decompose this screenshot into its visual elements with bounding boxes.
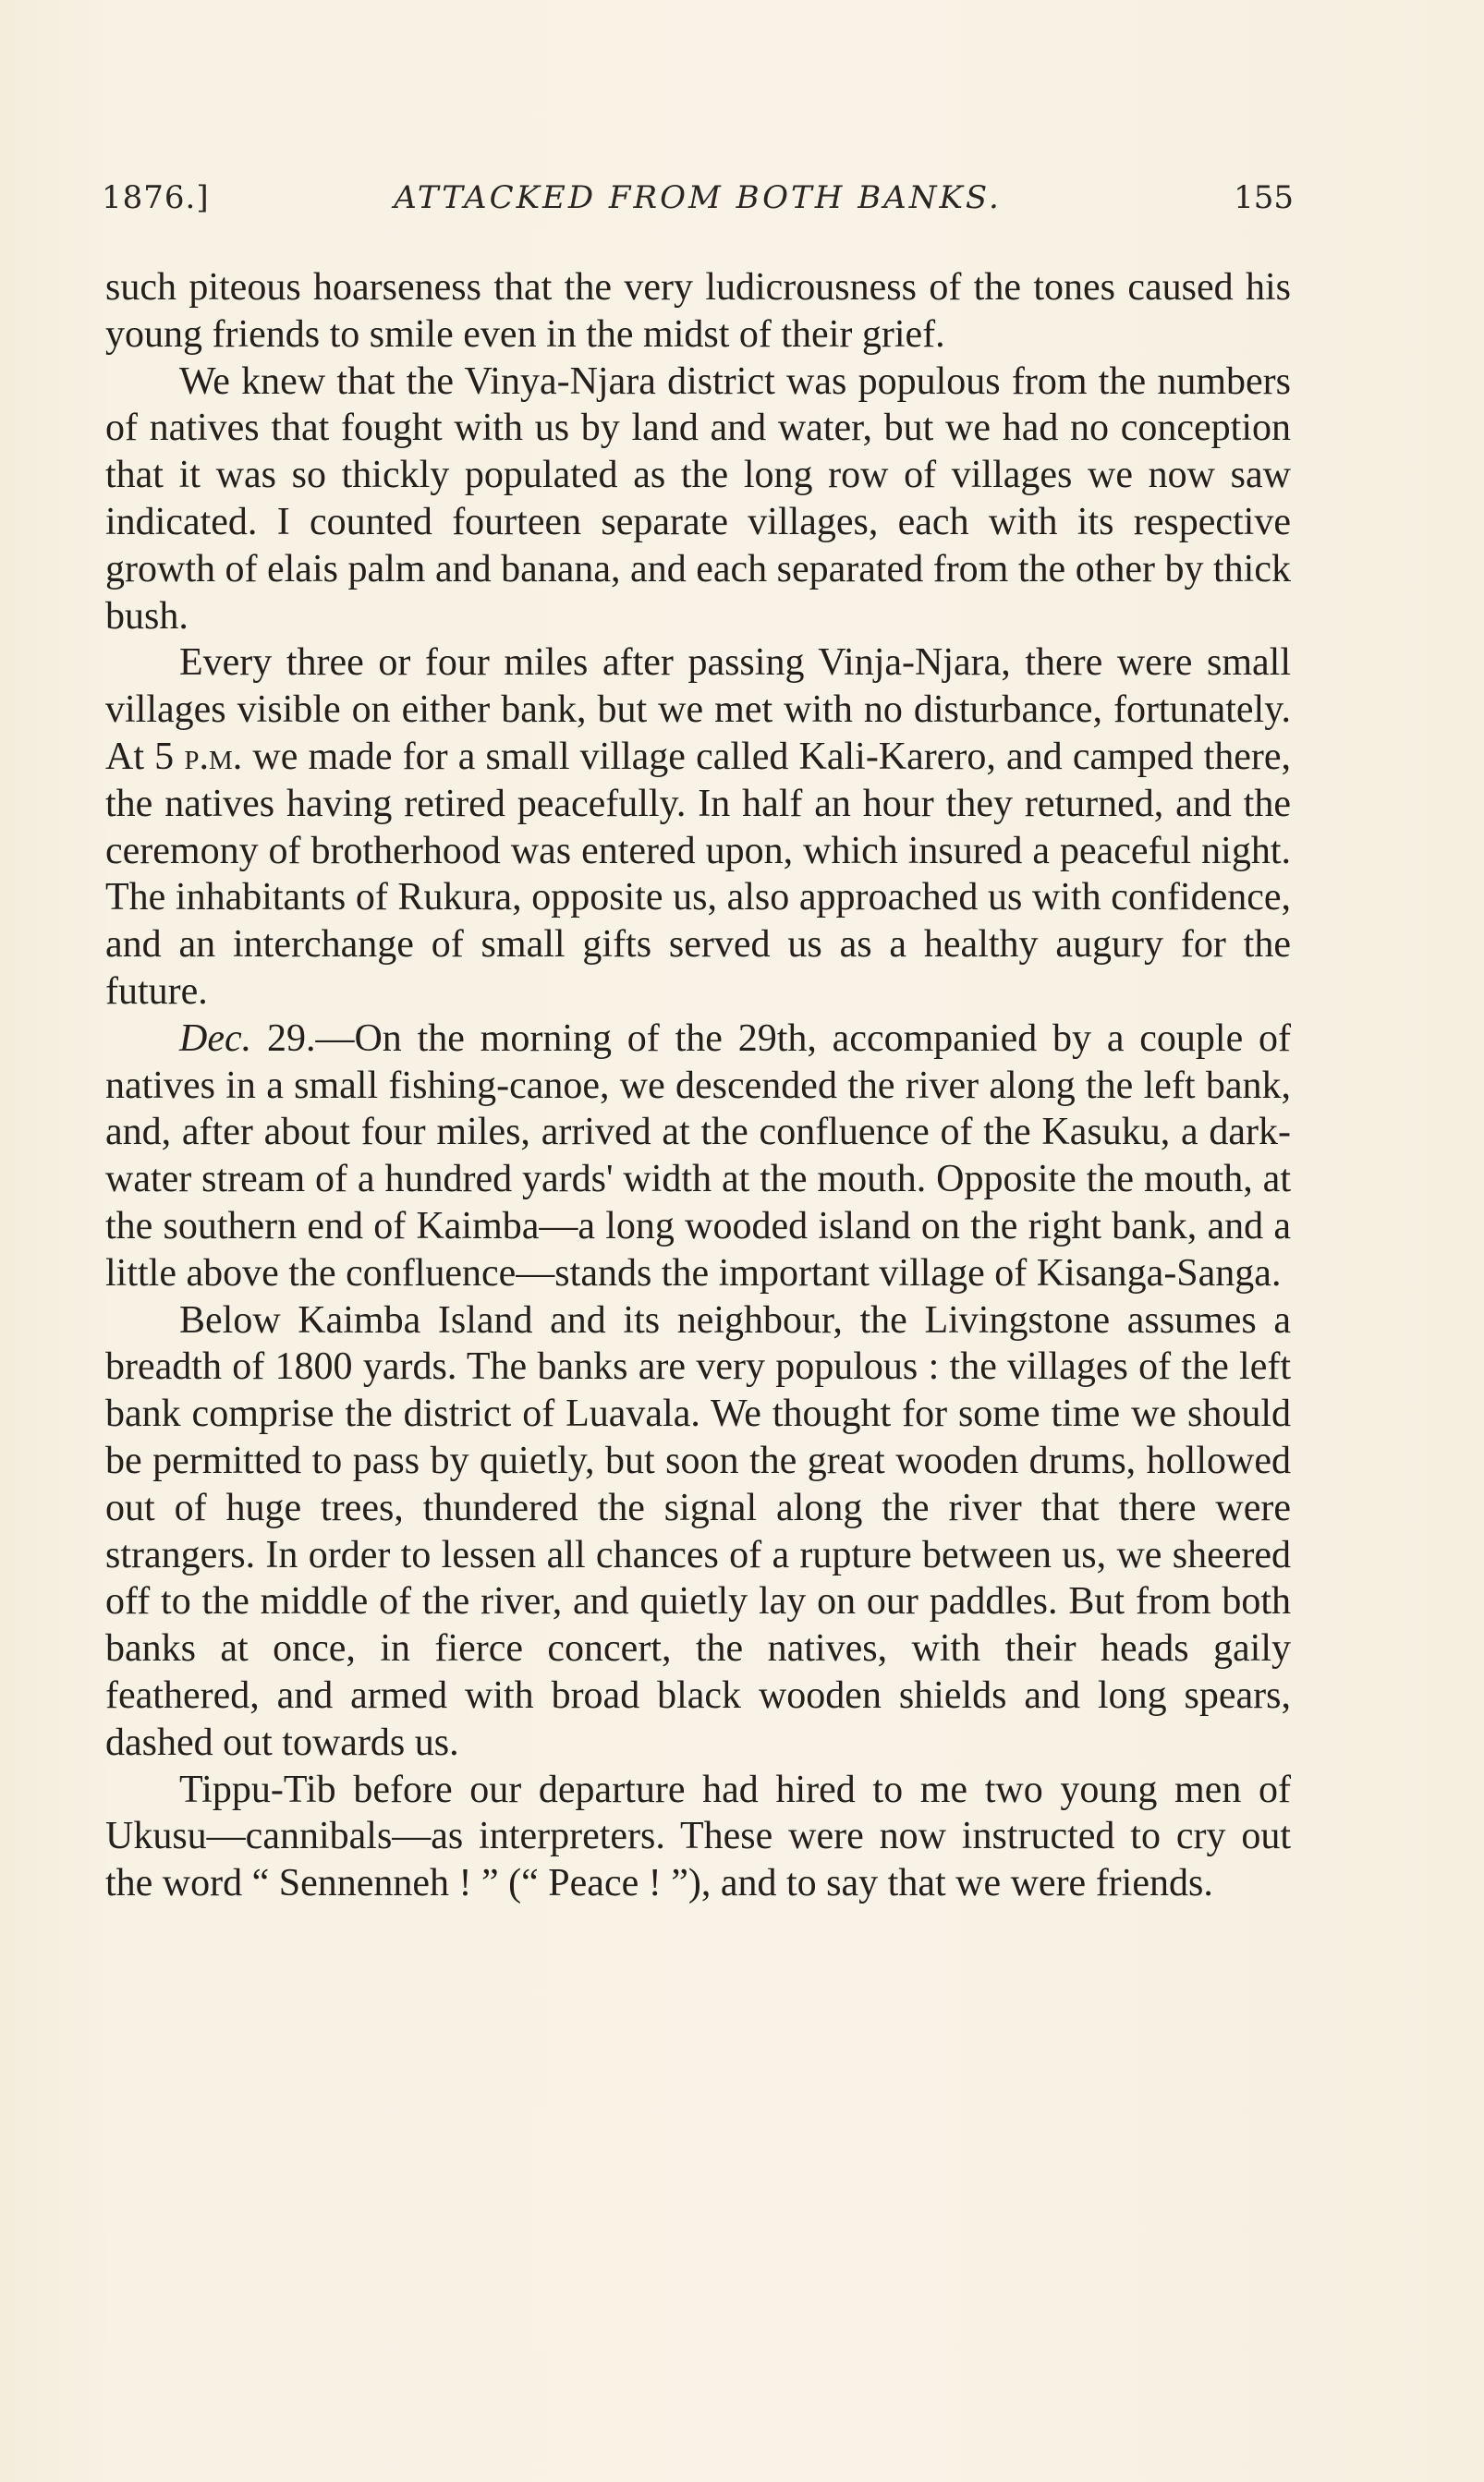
body-text bbox=[105, 264, 1291, 1907]
date-label: Dec. bbox=[179, 1016, 252, 1060]
time-pm: p.m. bbox=[184, 735, 243, 778]
paragraph-6: Tippu-Tib before our departure had hired to me two young men of Ukusu—cannibals—as interpreters. These were now instructed to cry out the word “ Sennenneh ! ” (“ Peace ! ”), and to say that we were friends. bbox=[105, 1768, 1291, 1905]
running-head-year: 1876.] bbox=[102, 179, 210, 216]
paragraph-4-text: 29.—On the morning of the 29th, accompanied by a couple of natives in a small fishing-canoe, we descended the river along the left bank, and, after about four miles, arrived at the confluence of the Kasuku, a dark-water stream of a hundred yards' width at the mouth. Opposite the mouth, at the southern end of Kaimba—a long wooded island on the right bank, and a little above the confluence—stands the important village of Kisanga-Sanga. bbox=[105, 1016, 1292, 1295]
paragraph-1: such piteous hoarseness that the very ludicrousness of the tones caused his young friends to smile even in the midst of their grief. bbox=[105, 266, 1291, 356]
paragraph-5: Below Kaimba Island and its neighbour, the Livingstone assumes a breadth of 1800 yards. The banks are very populous : the villages of the left bank comprise the district of Luavala. We thought for some time we should be permitted to pass by quietly, but soon the great wooden drums, hollowed out of huge trees, thundered the signal along the river that there were strangers. In order to lessen all chances of a rupture between us, we sheered off to the middle of the river, and quietly lay on our paddles. But from both banks at once, in fierce concert, the natives, with their heads gaily feathered, and armed with broad black wooden shields and long spears, dashed out towards us. bbox=[105, 1298, 1291, 1764]
paragraph-3 bbox=[105, 639, 1291, 1015]
paragraph-3-part-2: we made for a small village called Kali-Karero, and camped there, the natives having retired peacefully. In half an hour they returned, and the ceremony of brotherhood was entered upon, which insured a peaceful night. The inhabitants of Rukura, opposite us, also approached us with confidence, and an interchange of small gifts served us as a healthy augury for the future. bbox=[105, 735, 1292, 1013]
paragraph-2: We knew that the Vinya-Njara district was populous from the numbers of natives that fought with us by land and water, but we had no conception that it was so thickly populated as the long row of villages we now saw indicated. I counted fourteen separate villages, each with its respective growth of elais palm and banana, and each separated from the other by thick bush. bbox=[105, 359, 1291, 638]
page-number: 155 bbox=[1234, 179, 1294, 216]
paragraph-4 bbox=[105, 1016, 1291, 1297]
running-head bbox=[102, 179, 1294, 227]
paragraph-3-part-1: Every three or four miles after passing Vinja-Njara, there were small villages visible on either bank, but we met with no disturbance, fortunately. At 5 bbox=[105, 641, 1291, 778]
running-head-title: ATTACKED FROM BOTH BANKS. bbox=[394, 179, 1002, 216]
